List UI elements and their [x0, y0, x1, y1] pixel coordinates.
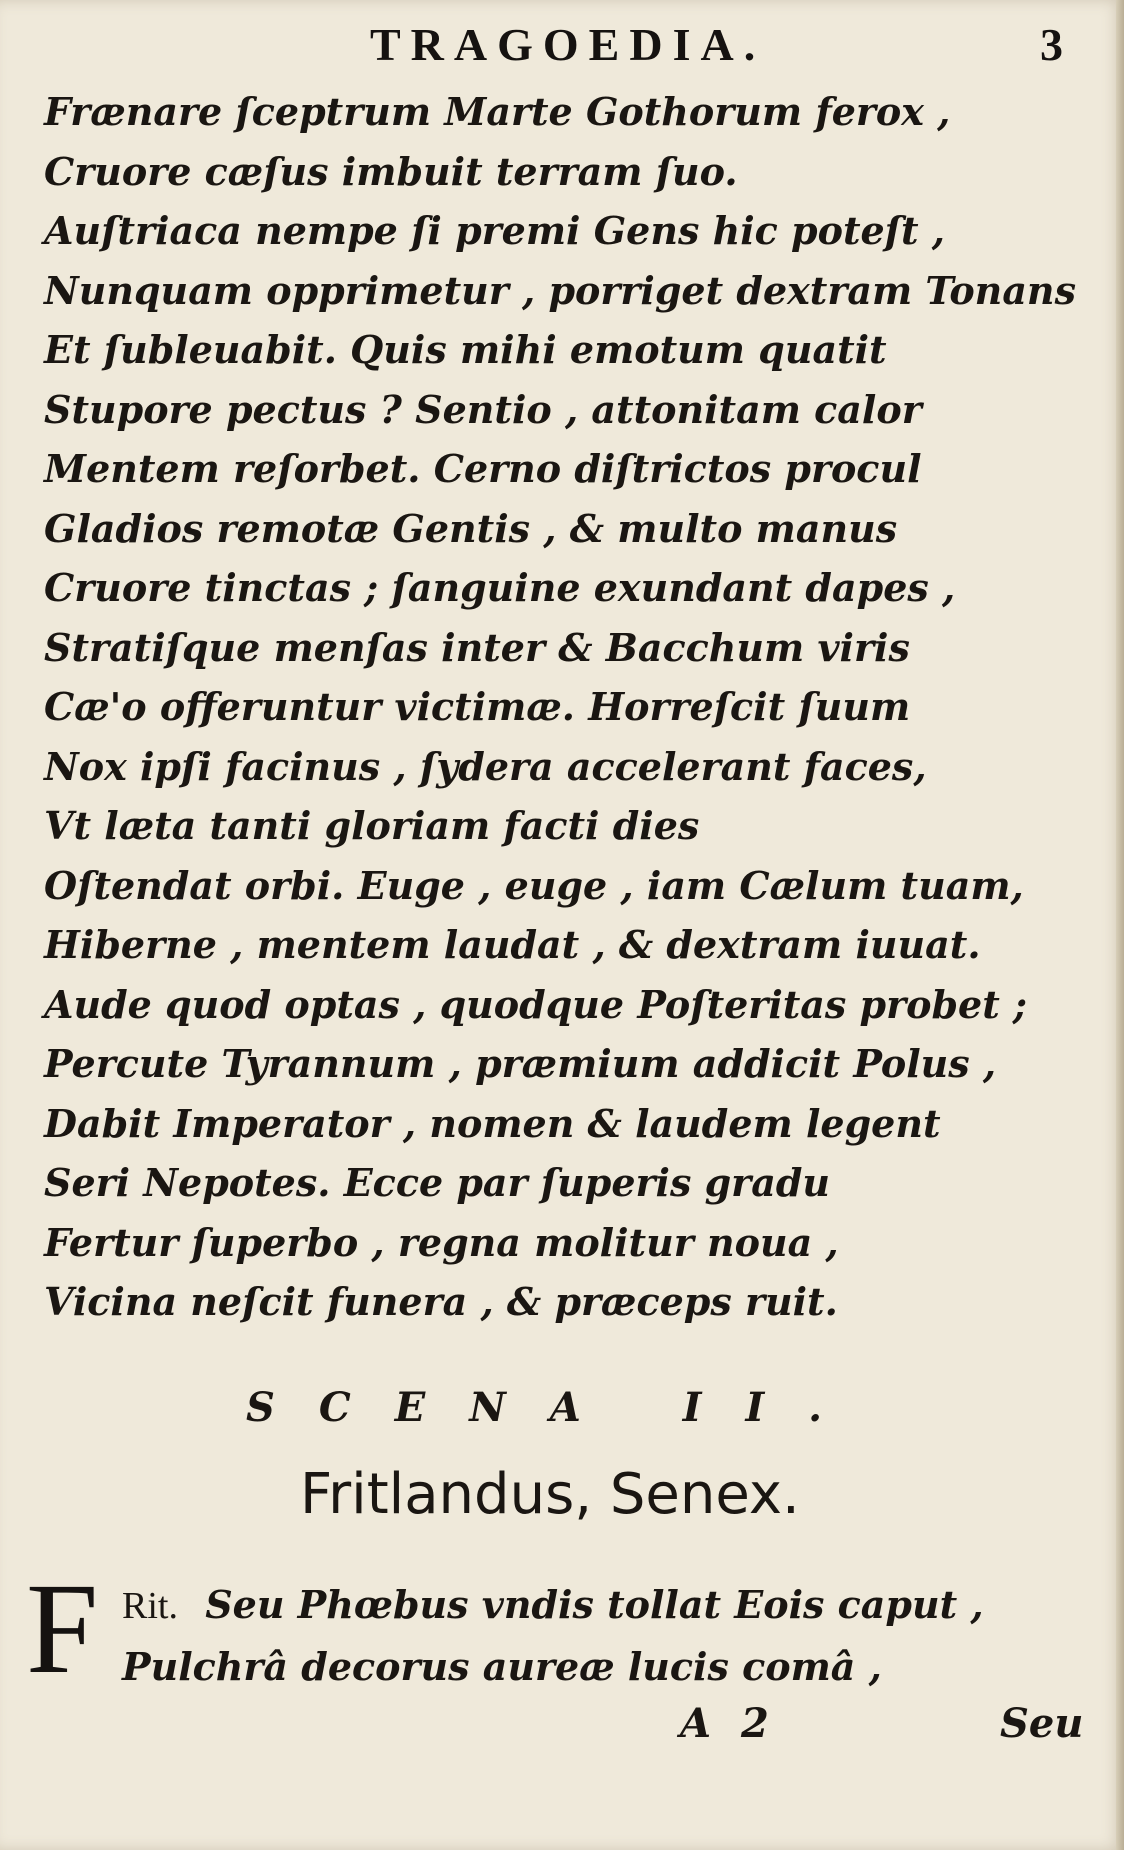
verse-line: Auſtriaca nempe ſi premi Gens hic poteſt , [44, 208, 946, 253]
verse-line: Hiberne , mentem laudat , & dextram iuuat. [44, 922, 981, 967]
verse-line: Vicina neſcit funera , & præceps ruit. [44, 1279, 838, 1324]
verse-line: Aude quod optas , quodque Poſteritas probet ; [44, 981, 1028, 1027]
speech-line [122, 1574, 984, 1636]
verse-line: Stratiſque menſas inter & Bacchum viris [44, 624, 910, 670]
verse-line: Dabit Imperator , nomen & laudem legent [44, 1100, 941, 1146]
verse-line: Vt læta tanti gloriam facti dies [44, 803, 700, 848]
verse-line: Cæ'o offeruntur victimæ. Horreſcit ſuum [44, 684, 911, 729]
page-edge [1116, 0, 1124, 1850]
verse-block [44, 82, 1076, 1332]
verse-line: Nunquam opprimetur , porriget dextram Tonans [44, 267, 1076, 313]
speech-line: Pulchrâ decorus aureæ lucis comâ , [122, 1644, 882, 1689]
verse-line: Frænare ſceptrum Marte Gothorum ferox , [44, 89, 951, 134]
verse-line: Fertur ſuperbo , regna molitur noua , [44, 1219, 839, 1265]
verse-line: Et ſubleuabit. Quis mihi emotum quatit [44, 327, 887, 372]
running-head: TRAGOEDIA. [370, 19, 766, 70]
verse-line: Nox ipſi facinus , ſydera accelerant faces, [44, 743, 927, 789]
verse-line: Cruore cæſus imbuit terram ſuo. [44, 148, 738, 194]
speech-line-text: Seu Phœbus vndis tollat Eois caput , [205, 1582, 984, 1627]
catchword: Seu [1000, 1700, 1084, 1747]
dramatis-personae: Fritlandus, Senex. [300, 1462, 800, 1527]
signature-mark: A 2 [680, 1700, 777, 1747]
verse-line: Seri Nepotes. Ecce par ſuperis gradu [44, 1160, 831, 1205]
speech-block [122, 1574, 984, 1698]
verse-line: Mentem reſorbet. Cerno diſtrictos procul [44, 446, 922, 491]
verse-line: Stupore pectus ? Sentio , attonitam calor [44, 386, 922, 432]
page-number: 3 [1040, 19, 1063, 70]
verse-line: Cruore tinctas ; ſanguine exundant dapes , [44, 565, 956, 610]
speaker-label: Rit. [122, 1585, 178, 1627]
verse-line: Percute Tyrannum , præmium addicit Polus , [44, 1041, 997, 1086]
verse-line: Gladios remotæ Gentis , & multo manus [44, 505, 898, 551]
scene-heading: SCENA II. [246, 1384, 867, 1431]
verse-line: Oſtendat orbi. Euge , euge , iam Cælum tuam, [44, 862, 1024, 908]
drop-cap: F [26, 1557, 99, 1701]
